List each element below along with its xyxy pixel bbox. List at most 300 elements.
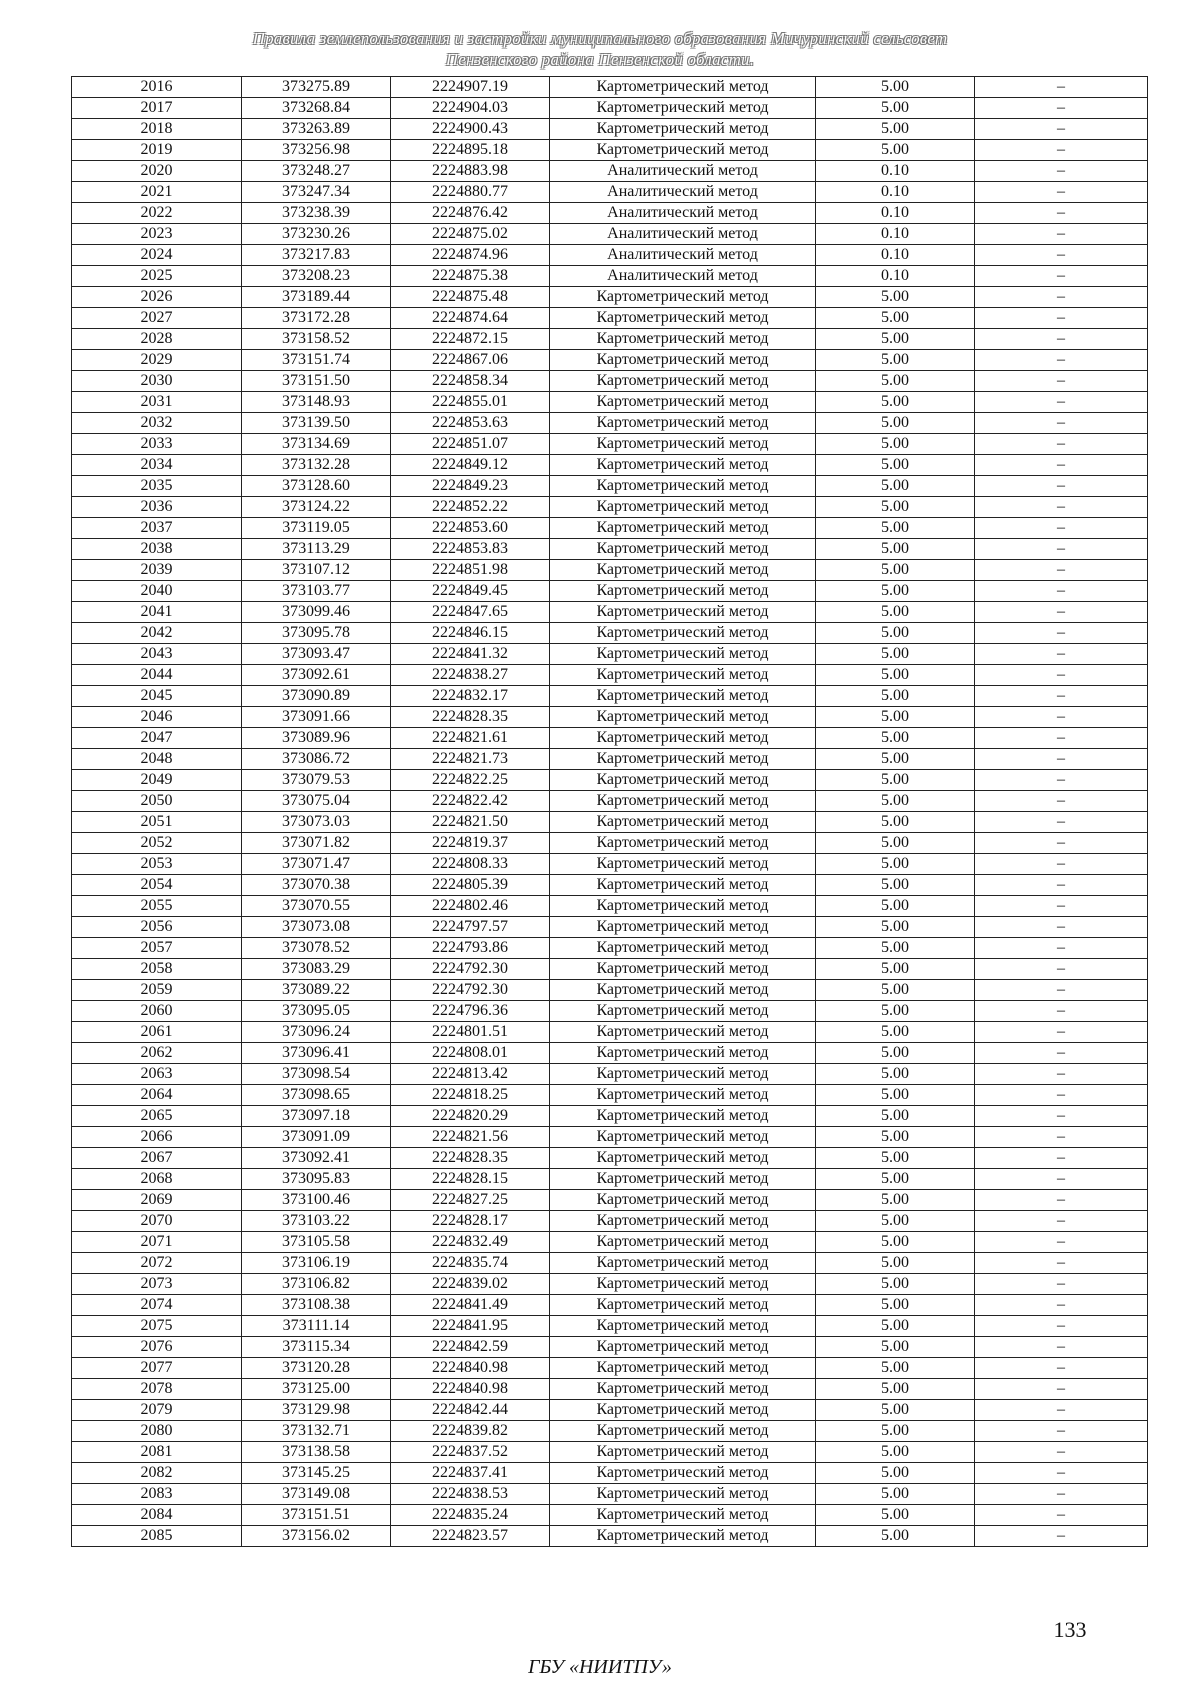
method-cell: Картометрический метод <box>550 1148 816 1169</box>
note-cell: – <box>975 119 1148 140</box>
note-cell: – <box>975 1421 1148 1442</box>
x-coordinate-cell: 373098.65 <box>242 1085 391 1106</box>
x-coordinate-cell: 373106.82 <box>242 1274 391 1295</box>
x-coordinate-cell: 373151.50 <box>242 371 391 392</box>
point-number-cell: 2078 <box>72 1379 242 1400</box>
y-coordinate-cell: 2224852.22 <box>391 497 550 518</box>
accuracy-cell: 5.00 <box>816 833 975 854</box>
accuracy-cell: 5.00 <box>816 1337 975 1358</box>
method-cell: Картометрический метод <box>550 644 816 665</box>
table-row <box>72 371 1148 392</box>
note-cell: – <box>975 434 1148 455</box>
table-row <box>72 749 1148 770</box>
method-cell: Картометрический метод <box>550 392 816 413</box>
table-row <box>72 1106 1148 1127</box>
y-coordinate-cell: 2224880.77 <box>391 182 550 203</box>
note-cell: – <box>975 1190 1148 1211</box>
x-coordinate-cell: 373113.29 <box>242 539 391 560</box>
note-cell: – <box>975 896 1148 917</box>
y-coordinate-cell: 2224841.49 <box>391 1295 550 1316</box>
page-header <box>0 28 1200 70</box>
method-cell: Картометрический метод <box>550 1358 816 1379</box>
note-cell: – <box>975 1295 1148 1316</box>
note-cell: – <box>975 644 1148 665</box>
table-row <box>72 1127 1148 1148</box>
note-cell: – <box>975 350 1148 371</box>
table-row <box>72 329 1148 350</box>
x-coordinate-cell: 373230.26 <box>242 224 391 245</box>
x-coordinate-cell: 373071.47 <box>242 854 391 875</box>
accuracy-cell: 5.00 <box>816 1295 975 1316</box>
y-coordinate-cell: 2224851.98 <box>391 560 550 581</box>
x-coordinate-cell: 373238.39 <box>242 203 391 224</box>
table-row <box>72 1064 1148 1085</box>
x-coordinate-cell: 373089.22 <box>242 980 391 1001</box>
y-coordinate-cell: 2224801.51 <box>391 1022 550 1043</box>
accuracy-cell: 5.00 <box>816 980 975 1001</box>
accuracy-cell: 5.00 <box>816 1022 975 1043</box>
method-cell: Картометрический метод <box>550 812 816 833</box>
x-coordinate-cell: 373105.58 <box>242 1232 391 1253</box>
method-cell: Картометрический метод <box>550 875 816 896</box>
x-coordinate-cell: 373108.38 <box>242 1295 391 1316</box>
x-coordinate-cell: 373103.22 <box>242 1211 391 1232</box>
y-coordinate-cell: 2224840.98 <box>391 1358 550 1379</box>
accuracy-cell: 5.00 <box>816 770 975 791</box>
x-coordinate-cell: 373099.46 <box>242 602 391 623</box>
point-number-cell: 2075 <box>72 1316 242 1337</box>
x-coordinate-cell: 373086.72 <box>242 749 391 770</box>
note-cell: – <box>975 1022 1148 1043</box>
x-coordinate-cell: 373111.14 <box>242 1316 391 1337</box>
note-cell: – <box>975 728 1148 749</box>
method-cell: Картометрический метод <box>550 896 816 917</box>
note-cell: – <box>975 791 1148 812</box>
table-row <box>72 98 1148 119</box>
header-line-2: Пензенского района Пензенской области. <box>445 50 755 69</box>
x-coordinate-cell: 373096.41 <box>242 1043 391 1064</box>
y-coordinate-cell: 2224895.18 <box>391 140 550 161</box>
method-cell: Картометрический метод <box>550 434 816 455</box>
table-row <box>72 707 1148 728</box>
table-row <box>72 287 1148 308</box>
table-row <box>72 875 1148 896</box>
point-number-cell: 2029 <box>72 350 242 371</box>
point-number-cell: 2037 <box>72 518 242 539</box>
x-coordinate-cell: 373075.04 <box>242 791 391 812</box>
point-number-cell: 2031 <box>72 392 242 413</box>
header-line-1: Правила землепользования и застройки муниципального образования Мичуринский сельсовет <box>252 29 948 48</box>
x-coordinate-cell: 373096.24 <box>242 1022 391 1043</box>
accuracy-cell: 5.00 <box>816 476 975 497</box>
method-cell: Аналитический метод <box>550 182 816 203</box>
method-cell: Картометрический метод <box>550 350 816 371</box>
y-coordinate-cell: 2224874.96 <box>391 245 550 266</box>
x-coordinate-cell: 373217.83 <box>242 245 391 266</box>
method-cell: Картометрический метод <box>550 1211 816 1232</box>
table-row <box>72 1169 1148 1190</box>
accuracy-cell: 5.00 <box>816 392 975 413</box>
method-cell: Картометрический метод <box>550 1232 816 1253</box>
table-row <box>72 1085 1148 1106</box>
accuracy-cell: 5.00 <box>816 77 975 98</box>
point-number-cell: 2027 <box>72 308 242 329</box>
method-cell: Картометрический метод <box>550 854 816 875</box>
method-cell: Картометрический метод <box>550 1316 816 1337</box>
x-coordinate-cell: 373097.18 <box>242 1106 391 1127</box>
point-number-cell: 2051 <box>72 812 242 833</box>
note-cell: – <box>975 308 1148 329</box>
table-row <box>72 560 1148 581</box>
x-coordinate-cell: 373208.23 <box>242 266 391 287</box>
point-number-cell: 2035 <box>72 476 242 497</box>
y-coordinate-cell: 2224838.27 <box>391 665 550 686</box>
table-row <box>72 1379 1148 1400</box>
y-coordinate-cell: 2224796.36 <box>391 1001 550 1022</box>
method-cell: Аналитический метод <box>550 161 816 182</box>
y-coordinate-cell: 2224855.01 <box>391 392 550 413</box>
table-row <box>72 308 1148 329</box>
x-coordinate-cell: 373268.84 <box>242 98 391 119</box>
accuracy-cell: 5.00 <box>816 959 975 980</box>
x-coordinate-cell: 373124.22 <box>242 497 391 518</box>
table-row <box>72 1022 1148 1043</box>
y-coordinate-cell: 2224842.44 <box>391 1400 550 1421</box>
point-number-cell: 2044 <box>72 665 242 686</box>
note-cell: – <box>975 392 1148 413</box>
point-number-cell: 2063 <box>72 1064 242 1085</box>
method-cell: Картометрический метод <box>550 1274 816 1295</box>
accuracy-cell: 0.10 <box>816 266 975 287</box>
note-cell: – <box>975 581 1148 602</box>
note-cell: – <box>975 1274 1148 1295</box>
point-number-cell: 2050 <box>72 791 242 812</box>
point-number-cell: 2038 <box>72 539 242 560</box>
table-row <box>72 434 1148 455</box>
note-cell: – <box>975 833 1148 854</box>
table-row <box>72 1001 1148 1022</box>
accuracy-cell: 5.00 <box>816 1274 975 1295</box>
x-coordinate-cell: 373095.05 <box>242 1001 391 1022</box>
method-cell: Аналитический метод <box>550 266 816 287</box>
method-cell: Картометрический метод <box>550 1085 816 1106</box>
accuracy-cell: 5.00 <box>816 1211 975 1232</box>
point-number-cell: 2021 <box>72 182 242 203</box>
accuracy-cell: 5.00 <box>816 1043 975 1064</box>
point-number-cell: 2042 <box>72 623 242 644</box>
method-cell: Картометрический метод <box>550 497 816 518</box>
accuracy-cell: 5.00 <box>816 581 975 602</box>
x-coordinate-cell: 373189.44 <box>242 287 391 308</box>
note-cell: – <box>975 707 1148 728</box>
method-cell: Картометрический метод <box>550 1421 816 1442</box>
table-row <box>72 770 1148 791</box>
note-cell: – <box>975 98 1148 119</box>
coordinates-table-body <box>72 77 1148 1547</box>
y-coordinate-cell: 2224851.07 <box>391 434 550 455</box>
point-number-cell: 2019 <box>72 140 242 161</box>
table-row <box>72 1211 1148 1232</box>
y-coordinate-cell: 2224849.12 <box>391 455 550 476</box>
table-row <box>72 1463 1148 1484</box>
note-cell: – <box>975 1358 1148 1379</box>
note-cell: – <box>975 1148 1148 1169</box>
accuracy-cell: 5.00 <box>816 1001 975 1022</box>
y-coordinate-cell: 2224837.41 <box>391 1463 550 1484</box>
point-number-cell: 2018 <box>72 119 242 140</box>
y-coordinate-cell: 2224907.19 <box>391 77 550 98</box>
method-cell: Картометрический метод <box>550 1484 816 1505</box>
y-coordinate-cell: 2224818.25 <box>391 1085 550 1106</box>
accuracy-cell: 5.00 <box>816 98 975 119</box>
note-cell: – <box>975 1253 1148 1274</box>
table-row <box>72 1148 1148 1169</box>
method-cell: Картометрический метод <box>550 749 816 770</box>
accuracy-cell: 5.00 <box>816 1505 975 1526</box>
y-coordinate-cell: 2224847.65 <box>391 602 550 623</box>
table-row <box>72 539 1148 560</box>
note-cell: – <box>975 1127 1148 1148</box>
x-coordinate-cell: 373103.77 <box>242 581 391 602</box>
point-number-cell: 2028 <box>72 329 242 350</box>
point-number-cell: 2060 <box>72 1001 242 1022</box>
x-coordinate-cell: 373078.52 <box>242 938 391 959</box>
note-cell: – <box>975 980 1148 1001</box>
note-cell: – <box>975 665 1148 686</box>
accuracy-cell: 5.00 <box>816 707 975 728</box>
table-row <box>72 623 1148 644</box>
point-number-cell: 2054 <box>72 875 242 896</box>
x-coordinate-cell: 373156.02 <box>242 1526 391 1547</box>
table-row <box>72 266 1148 287</box>
x-coordinate-cell: 373098.54 <box>242 1064 391 1085</box>
x-coordinate-cell: 373139.50 <box>242 413 391 434</box>
accuracy-cell: 5.00 <box>816 329 975 350</box>
accuracy-cell: 5.00 <box>816 1442 975 1463</box>
accuracy-cell: 5.00 <box>816 1526 975 1547</box>
method-cell: Картометрический метод <box>550 1463 816 1484</box>
y-coordinate-cell: 2224828.35 <box>391 707 550 728</box>
table-row <box>72 917 1148 938</box>
point-number-cell: 2034 <box>72 455 242 476</box>
accuracy-cell: 5.00 <box>816 665 975 686</box>
y-coordinate-cell: 2224837.52 <box>391 1442 550 1463</box>
point-number-cell: 2033 <box>72 434 242 455</box>
table-row <box>72 1274 1148 1295</box>
method-cell: Картометрический метод <box>550 77 816 98</box>
table-row <box>72 833 1148 854</box>
y-coordinate-cell: 2224840.98 <box>391 1379 550 1400</box>
accuracy-cell: 5.00 <box>816 917 975 938</box>
point-number-cell: 2022 <box>72 203 242 224</box>
table-row <box>72 1442 1148 1463</box>
method-cell: Картометрический метод <box>550 539 816 560</box>
method-cell: Картометрический метод <box>550 287 816 308</box>
accuracy-cell: 5.00 <box>816 539 975 560</box>
table-row <box>72 1526 1148 1547</box>
accuracy-cell: 0.10 <box>816 182 975 203</box>
method-cell: Картометрический метод <box>550 581 816 602</box>
x-coordinate-cell: 373247.34 <box>242 182 391 203</box>
table-row <box>72 791 1148 812</box>
x-coordinate-cell: 373151.51 <box>242 1505 391 1526</box>
note-cell: – <box>975 203 1148 224</box>
table-row <box>72 392 1148 413</box>
x-coordinate-cell: 373172.28 <box>242 308 391 329</box>
point-number-cell: 2036 <box>72 497 242 518</box>
accuracy-cell: 5.00 <box>816 308 975 329</box>
method-cell: Картометрический метод <box>550 1442 816 1463</box>
note-cell: – <box>975 140 1148 161</box>
accuracy-cell: 5.00 <box>816 560 975 581</box>
y-coordinate-cell: 2224821.61 <box>391 728 550 749</box>
y-coordinate-cell: 2224802.46 <box>391 896 550 917</box>
accuracy-cell: 5.00 <box>816 875 975 896</box>
point-number-cell: 2079 <box>72 1400 242 1421</box>
table-row <box>72 413 1148 434</box>
y-coordinate-cell: 2224874.64 <box>391 308 550 329</box>
accuracy-cell: 0.10 <box>816 224 975 245</box>
x-coordinate-cell: 373149.08 <box>242 1484 391 1505</box>
method-cell: Картометрический метод <box>550 1526 816 1547</box>
note-cell: – <box>975 1001 1148 1022</box>
accuracy-cell: 5.00 <box>816 1106 975 1127</box>
x-coordinate-cell: 373129.98 <box>242 1400 391 1421</box>
point-number-cell: 2030 <box>72 371 242 392</box>
note-cell: – <box>975 1106 1148 1127</box>
accuracy-cell: 5.00 <box>816 791 975 812</box>
method-cell: Картометрический метод <box>550 1400 816 1421</box>
y-coordinate-cell: 2224883.98 <box>391 161 550 182</box>
method-cell: Картометрический метод <box>550 1295 816 1316</box>
accuracy-cell: 5.00 <box>816 1148 975 1169</box>
table-row <box>72 1043 1148 1064</box>
y-coordinate-cell: 2224832.49 <box>391 1232 550 1253</box>
table-row <box>72 203 1148 224</box>
accuracy-cell: 5.00 <box>816 455 975 476</box>
point-number-cell: 2047 <box>72 728 242 749</box>
note-cell: – <box>975 1316 1148 1337</box>
method-cell: Картометрический метод <box>550 1043 816 1064</box>
point-number-cell: 2052 <box>72 833 242 854</box>
x-coordinate-cell: 373091.66 <box>242 707 391 728</box>
y-coordinate-cell: 2224853.83 <box>391 539 550 560</box>
table-row <box>72 959 1148 980</box>
accuracy-cell: 5.00 <box>816 749 975 770</box>
note-cell: – <box>975 1484 1148 1505</box>
accuracy-cell: 5.00 <box>816 1358 975 1379</box>
x-coordinate-cell: 373073.03 <box>242 812 391 833</box>
table-row <box>72 518 1148 539</box>
point-number-cell: 2067 <box>72 1148 242 1169</box>
point-number-cell: 2076 <box>72 1337 242 1358</box>
x-coordinate-cell: 373083.29 <box>242 959 391 980</box>
note-cell: – <box>975 1379 1148 1400</box>
point-number-cell: 2045 <box>72 686 242 707</box>
note-cell: – <box>975 917 1148 938</box>
point-number-cell: 2062 <box>72 1043 242 1064</box>
point-number-cell: 2058 <box>72 959 242 980</box>
note-cell: – <box>975 854 1148 875</box>
table-row <box>72 644 1148 665</box>
coordinates-table <box>71 76 1148 1547</box>
point-number-cell: 2043 <box>72 644 242 665</box>
note-cell: – <box>975 623 1148 644</box>
y-coordinate-cell: 2224822.25 <box>391 770 550 791</box>
note-cell: – <box>975 560 1148 581</box>
note-cell: – <box>975 1442 1148 1463</box>
method-cell: Картометрический метод <box>550 413 816 434</box>
point-number-cell: 2071 <box>72 1232 242 1253</box>
table-row <box>72 665 1148 686</box>
method-cell: Картометрический метод <box>550 1169 816 1190</box>
method-cell: Картометрический метод <box>550 707 816 728</box>
method-cell: Картометрический метод <box>550 770 816 791</box>
y-coordinate-cell: 2224828.35 <box>391 1148 550 1169</box>
point-number-cell: 2070 <box>72 1211 242 1232</box>
y-coordinate-cell: 2224841.95 <box>391 1316 550 1337</box>
note-cell: – <box>975 749 1148 770</box>
note-cell: – <box>975 602 1148 623</box>
y-coordinate-cell: 2224858.34 <box>391 371 550 392</box>
table-row <box>72 980 1148 1001</box>
note-cell: – <box>975 224 1148 245</box>
point-number-cell: 2056 <box>72 917 242 938</box>
y-coordinate-cell: 2224797.57 <box>391 917 550 938</box>
x-coordinate-cell: 373079.53 <box>242 770 391 791</box>
point-number-cell: 2069 <box>72 1190 242 1211</box>
accuracy-cell: 5.00 <box>816 938 975 959</box>
accuracy-cell: 5.00 <box>816 1190 975 1211</box>
note-cell: – <box>975 812 1148 833</box>
note-cell: – <box>975 476 1148 497</box>
method-cell: Картометрический метод <box>550 1337 816 1358</box>
note-cell: – <box>975 266 1148 287</box>
accuracy-cell: 5.00 <box>816 602 975 623</box>
note-cell: – <box>975 413 1148 434</box>
note-cell: – <box>975 770 1148 791</box>
y-coordinate-cell: 2224872.15 <box>391 329 550 350</box>
y-coordinate-cell: 2224900.43 <box>391 119 550 140</box>
method-cell: Аналитический метод <box>550 224 816 245</box>
table-row <box>72 350 1148 371</box>
point-number-cell: 2065 <box>72 1106 242 1127</box>
accuracy-cell: 5.00 <box>816 644 975 665</box>
accuracy-cell: 5.00 <box>816 1085 975 1106</box>
y-coordinate-cell: 2224839.82 <box>391 1421 550 1442</box>
point-number-cell: 2024 <box>72 245 242 266</box>
x-coordinate-cell: 373095.78 <box>242 623 391 644</box>
table-row <box>72 1358 1148 1379</box>
method-cell: Картометрический метод <box>550 1190 816 1211</box>
accuracy-cell: 5.00 <box>816 413 975 434</box>
y-coordinate-cell: 2224849.23 <box>391 476 550 497</box>
accuracy-cell: 5.00 <box>816 1421 975 1442</box>
method-cell: Картометрический метод <box>550 728 816 749</box>
y-coordinate-cell: 2224827.25 <box>391 1190 550 1211</box>
point-number-cell: 2081 <box>72 1442 242 1463</box>
x-coordinate-cell: 373092.41 <box>242 1148 391 1169</box>
point-number-cell: 2040 <box>72 581 242 602</box>
note-cell: – <box>975 287 1148 308</box>
y-coordinate-cell: 2224808.33 <box>391 854 550 875</box>
y-coordinate-cell: 2224835.24 <box>391 1505 550 1526</box>
table-row <box>72 497 1148 518</box>
accuracy-cell: 5.00 <box>816 1484 975 1505</box>
table-row <box>72 1316 1148 1337</box>
accuracy-cell: 5.00 <box>816 1232 975 1253</box>
method-cell: Картометрический метод <box>550 623 816 644</box>
